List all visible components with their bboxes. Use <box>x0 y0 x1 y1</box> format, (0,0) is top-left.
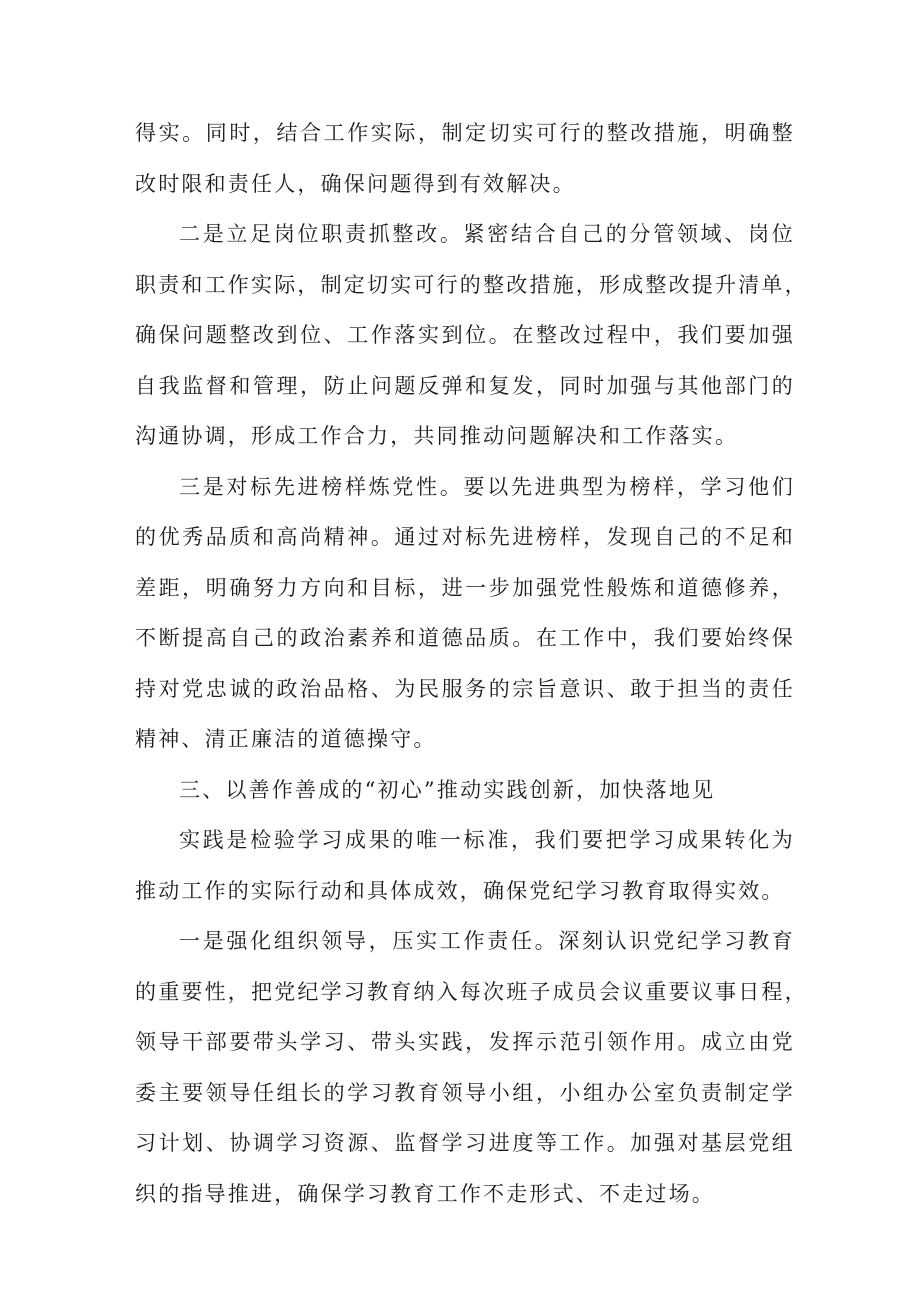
paragraph-start-line: 二是立足岗位职责抓整改。紧密结合自己的分管领域、岗位 <box>179 222 795 246</box>
text-line: 确保问题整改到位、工作落实到位。在整改过程中，我们要加强 <box>135 323 795 347</box>
paragraph-start-line: 一是强化组织领导，压实工作责任。深刻认识党纪学习教育 <box>179 929 795 953</box>
text-line: 织的指导推进，确保学习教育工作不走形式、不走过场。 <box>135 1181 715 1206</box>
text-line: 改时限和责任人，确保问题得到有效解决。 <box>135 171 576 196</box>
text-line: 差距，明确努力方向和目标，进一步加强党性般炼和道德修养， <box>135 575 795 600</box>
text-line: 习计划、协调学习资源、监督学习进度等工作。加强对基层党组 <box>135 1131 795 1155</box>
text-line: 的优秀品质和高尚精神。通过对标先进榜样，发现自己的不足和 <box>135 525 795 549</box>
paragraph-start-line: 实践是检验学习成果的唯一标准，我们要把学习成果转化为 <box>179 828 795 852</box>
text-line: 精神、清正廉洁的道德操守。 <box>135 727 437 751</box>
text-line: 的重要性，把党纪学习教育纳入每次班子成员会议重要议事日程， <box>135 979 808 1004</box>
text-line: 领导干部要带头学习、带头实践，发挥示范引领作用。成立由党 <box>135 1030 795 1054</box>
document-body <box>135 108 808 1219</box>
paragraph-start-line: 三是对标先进榜样炼党性。要以先进典型为榜样，学习他们 <box>179 474 795 499</box>
text-line: 持对党忠诚的政治品格、为民服务的宗旨意识、敢于担当的责任 <box>135 676 795 701</box>
section-heading: 三、以善作善成的“初心”推动实践创新，加快落地见 <box>179 777 716 802</box>
text-line: 自我监督和管理，防止问题反弹和复发，同时加强与其他部门的 <box>135 373 795 398</box>
text-line: 职责和工作实际，制定切实可行的整改措施，形成整改提升清单， <box>135 272 808 297</box>
text-line: 委主要领导任组长的学习教育领导小组，小组办公室负责制定学 <box>135 1080 795 1105</box>
text-line: 不断提高自己的政治素养和道德品质。在工作中，我们要始终保 <box>135 626 795 650</box>
text-line: 沟通协调，形成工作合力，共同推动问题解决和工作落实。 <box>135 424 739 448</box>
text-line: 推动工作的实际行动和具体成效，确保党纪学习教育取得实效。 <box>135 878 785 903</box>
text-line: 得实。同时，结合工作实际，制定切实可行的整改措施，明确整 <box>135 121 795 145</box>
